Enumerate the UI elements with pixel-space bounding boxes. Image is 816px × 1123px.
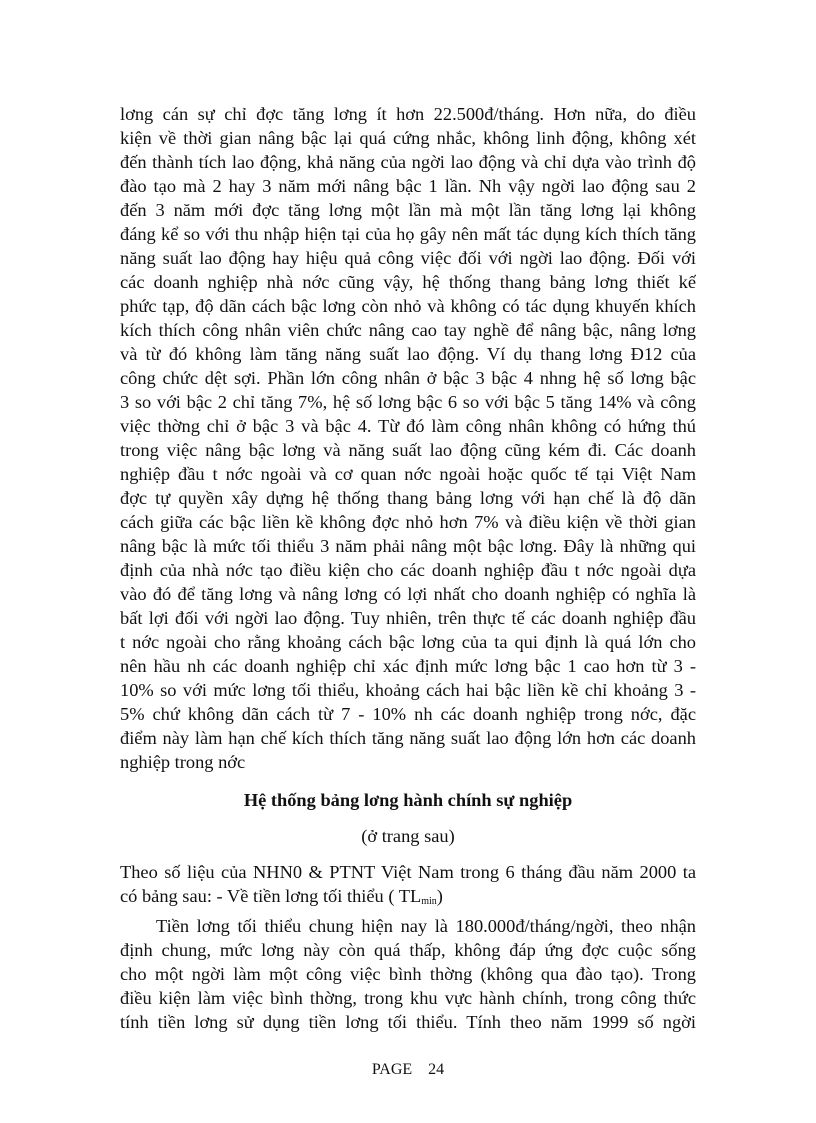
- text-line: trong việc nâng bậc lơng và năng suất lao động cũng kém đi. Các doanh: [120, 440, 696, 460]
- text-line: Tiền lơng tối thiểu chung hiện nay là 180.000đ/tháng/ngời, theo nhận: [156, 916, 696, 936]
- section-subheading: (ở trang sau): [361, 826, 455, 846]
- text-line: đáng kể so với thu nhập hiện tại của họ gây nên mất tác dụng kích thích tăng: [120, 224, 696, 244]
- text-line: 10% so với mức lơng tối thiểu, khoảng cách hai bậc liền kề chỉ khoảng 3 -: [120, 680, 696, 700]
- text-line: t nớc ngoài cho rằng khoảng cách bậc lơng của ta qui định là quá lớn cho: [120, 632, 696, 652]
- text-line: nên hầu nh các doanh nghiệp chỉ xác định mức lơng bậc 1 cao hơn từ 3 -: [120, 656, 696, 676]
- text-line: điều kiện làm việc bình thờng, trong khu vực hành chính, trong công thức: [120, 988, 696, 1008]
- text-line: bất lợi đối với ngời lao động. Tuy nhiên, trên thực tế các doanh nghiệp đầu: [120, 608, 696, 628]
- text-line: Theo số liệu của NHN0 & PTNT Việt Nam trong 6 tháng đầu năm 2000 ta: [120, 862, 696, 882]
- text-line: định chung, mức lơng này còn quá thấp, không đáp ứng đợc cuộc sống: [120, 940, 696, 960]
- text-line: việc thờng chỉ ở bậc 3 và bậc 4. Từ đó làm công nhân không có hứng thú: [120, 416, 696, 436]
- text-line: 5% chứ không dãn cách từ 7 - 10% nh các doanh nghiệp trong nớc, đặc: [120, 704, 696, 724]
- text-line: đến thành tích lao động, khả năng của ngời lao động và chỉ dựa vào trình độ: [120, 152, 696, 172]
- text-line: và từ đó không làm tăng năng suất lao động. Ví dụ thang lơng Đ12 của: [120, 344, 696, 364]
- text-line: đào tạo mà 2 hay 3 năm mới nâng bậc 1 lần. Nh vậy ngời lao động sau 2: [120, 176, 696, 196]
- text-line: kiện về thời gian nâng bậc lại quá cứng nhắc, không linh động, không xét: [120, 128, 696, 148]
- text-line: phức tạp, độ dãn cách bậc lơng còn nhỏ và không có tác dụng khuyến khích: [120, 296, 696, 316]
- text-line: nghiệp đầu t nớc ngoài và cơ quan nớc ngoài hoặc quốc tế tại Việt Nam: [120, 464, 696, 484]
- text-fragment: ): [436, 886, 443, 906]
- text-line: điểm này làm hạn chế kích thích tăng năng suất lao động lớn hơn các doanh: [120, 728, 696, 748]
- subscript-min: min: [421, 896, 437, 907]
- text-line: đến 3 năm mới đợc tăng lơng một lần mà một lần tăng lơng lại không: [120, 200, 696, 220]
- text-line: tính tiền lơng sử dụng tiền lơng tối thiểu. Tính theo năm 1999 số ngời: [120, 1012, 696, 1032]
- text-line: các doanh nghiệp nhà nớc cũng vậy, hệ thống thang bảng lơng thiết kế: [120, 272, 696, 292]
- text-line: 3 so với bậc 2 chỉ tăng 7%, hệ số lơng bậc 6 so với bậc 5 tăng 14% và công: [120, 392, 696, 412]
- text-line: định của nhà nớc tạo điều kiện cho các doanh nghiệp đầu t nớc ngoài dựa: [120, 560, 696, 580]
- text-line: nghiệp trong nớc: [120, 752, 246, 772]
- page-footer: PAGE 24: [371, 1061, 445, 1078]
- text-line: lơng cán sự chỉ đợc tăng lơng ít hơn 22.500đ/tháng. Hơn nữa, do điều: [120, 104, 696, 124]
- text-line: [120, 884, 696, 908]
- text-line: công chức dệt sợi. Phần lớn công nhân ở bậc 3 bậc 4 nhng hệ số lơng bậc: [120, 368, 696, 388]
- text-line: đợc tự quyền xây dựng hệ thống thang bảng lơng với hạn chế là độ dãn: [120, 488, 696, 508]
- text-fragment: có bảng sau: - Về tiền lơng tối thiểu ( TL: [120, 886, 422, 906]
- text-line: vào đó để tăng lơng và nâng lơng có lợi nhất cho doanh nghiệp có nghĩa là: [120, 584, 696, 604]
- section-heading: Hệ thống bảng lơng hành chính sự nghiệp: [243, 790, 573, 810]
- text-line: kích thích công nhân viên chức nâng cao tay nghề để nâng bậc, nâng lơng: [120, 320, 696, 340]
- text-line: năng suất lao động hay hiệu quả công việc đối với ngời lao động. Đối với: [120, 248, 696, 268]
- text-line: nâng bậc là mức tối thiểu 3 năm phải nâng một bậc lơng. Đây là những qui: [120, 536, 696, 556]
- text-line: cho một ngời làm một công việc bình thờng (không qua đào tạo). Trong: [120, 964, 696, 984]
- text-line: cách giữa các bậc liền kề không đợc nhỏ hơn 7% và điều kiện về thời gian: [120, 512, 696, 532]
